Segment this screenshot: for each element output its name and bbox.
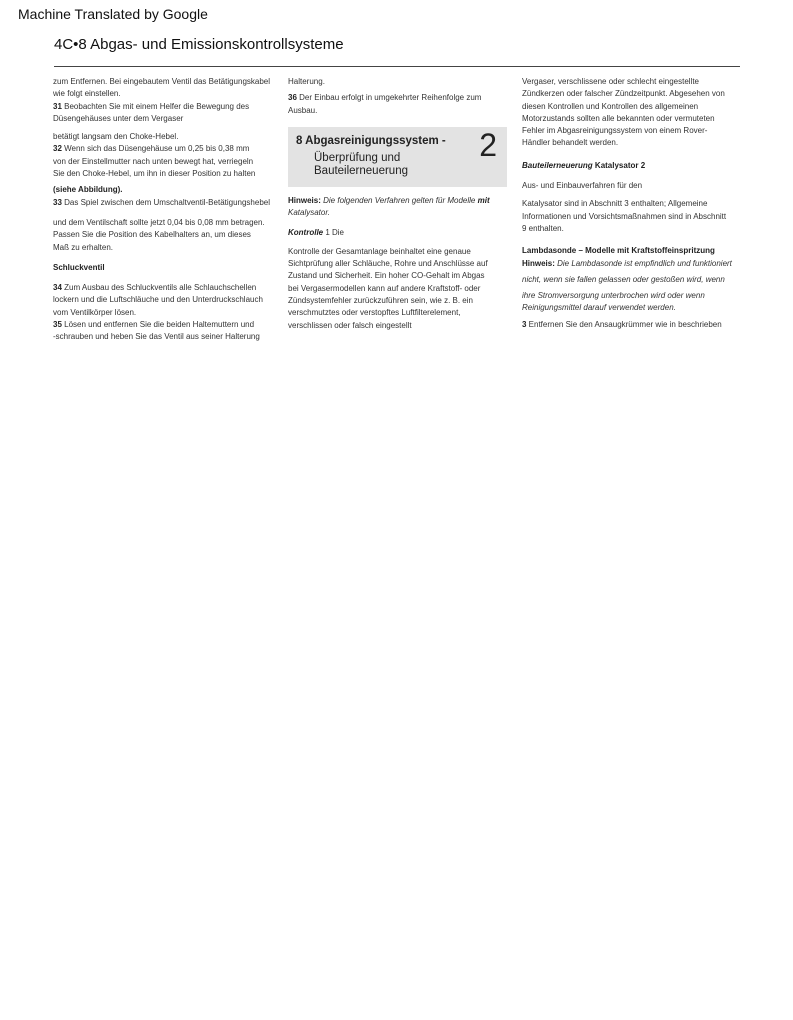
text-line: Entfernen Sie den Ansaugkrümmer wie in beschrieben [526, 319, 722, 329]
page-title: 4C•8 Abgas- und Emissionskontrollsysteme [54, 36, 344, 53]
text-line: und dem Ventilschaft sollte jetzt 0,04 bis 0,08 mm betragen. [53, 217, 265, 227]
text-line: wie folgt einstellen. [53, 89, 121, 99]
text-line: Maß zu erhalten. [53, 242, 114, 252]
step-number: 36 [288, 93, 297, 103]
text-line: 9 enthalten. [522, 223, 564, 233]
text-line: verschmutztes oder verstopftes Luftfilterelement, [288, 308, 461, 318]
kontrolle-heading [288, 227, 510, 239]
step-number: 35 [53, 320, 62, 330]
machine-translation-banner: Machine Translated by Google [18, 6, 208, 22]
paragraph-32 [53, 143, 285, 155]
paragraph-36 [288, 92, 510, 104]
text-line: Halterung. [288, 77, 325, 86]
note-line [288, 195, 510, 207]
emphasis: mit [477, 195, 490, 205]
note-label: Hinweis: [288, 195, 321, 205]
text-line: Sichtprüfung aller Schläuche, Rohre und Anschlüsse auf [288, 259, 488, 269]
paragraph-34 [53, 282, 285, 294]
step-number: 32 [53, 144, 62, 154]
text-line: Der Einbau erfolgt in umgekehrter Reihenfolge zum [296, 93, 482, 103]
text-line: Kontrolle der Gesamtanlage beinhaltet eine genaue [288, 246, 471, 256]
text-line: Ausbau. [288, 105, 318, 115]
text-line: Düsengehäuses unter dem Vergaser [53, 113, 184, 123]
text-line: Katalysator. [288, 208, 330, 218]
step-number: 33 [53, 197, 62, 207]
subheading-label: Kontrolle [288, 228, 324, 238]
text-line: Lösen und entfernen Sie die beiden Haltemuttern und [61, 320, 255, 330]
text-line: Informationen und Vorsichtsmaßnahmen sind in Abschnitt [522, 211, 727, 221]
text-column-1 [53, 76, 285, 344]
bauteil-heading [522, 160, 744, 172]
text-line: Das Spiel zwischen dem Umschaltventil-Betätigungshebel [61, 197, 271, 207]
text-line: verschlissen oder falsch eingestellt [288, 320, 412, 330]
text-line: Aus- und Einbauverfahren für den [522, 181, 643, 191]
text-line: Passen Sie die Position des Kabelhalters an, um dieses [53, 230, 251, 240]
note-label: Hinweis: [522, 258, 555, 268]
step-number: 34 [53, 283, 62, 293]
subheading-rest: Katalysator 2 [592, 160, 646, 170]
text-line: Zustand und Sicherheit. Ein hoher CO-Gehalt im Abgas [288, 271, 485, 281]
figure-reference: (siehe Abbildung). [53, 185, 123, 195]
text-line: lockern und die Luftschläuche und den Unterdruckschlauch [53, 295, 263, 305]
text-line: -schrauben und heben Sie das Ventil aus seiner Halterung [53, 332, 260, 342]
text-column-2 [288, 76, 510, 332]
text-line: zum Entfernen. Bei eingebautem Ventil das Betätigungskabel [53, 77, 271, 86]
text-line: Händler behandelt werden. [522, 138, 619, 148]
subheading-label: Bauteilerneuerung [522, 160, 593, 170]
chapter-number: 2 [479, 126, 497, 163]
paragraph-31 [53, 101, 285, 113]
step-number: 31 [53, 101, 62, 111]
text-line: Wenn sich das Düsengehäuse um 0,25 bis 0,38 mm [61, 144, 250, 154]
paragraph-3 [522, 319, 744, 331]
section-subtitle-line: Überprüfung und [314, 151, 401, 164]
text-column-3 [522, 76, 744, 331]
section-title: 8 Abgasreinigungssystem - [296, 134, 446, 147]
text-line: Motorzustands sollten alle bekannten oder vermuteten [522, 113, 715, 123]
text-line: betätigt langsam den Choke-Hebel. [53, 132, 179, 142]
text-line: bei Vergasermodellen kann auf andere Kraftstoff- oder [288, 283, 481, 293]
text-line: Beobachten Sie mit einem Helfer die Bewegung des [61, 101, 250, 111]
text-line: von der Einstellmutter nach unten bewegt hat, verriegeln [53, 156, 254, 166]
text-line: Sie den Choke-Hebel, um ihn in dieser Position zu halten [53, 169, 256, 179]
paragraph-33 [53, 197, 285, 209]
note-line [522, 258, 744, 270]
section-heading-box [288, 127, 507, 187]
title-divider [54, 66, 740, 67]
text-line: Fehler im Abgasreinigungssystem von einem Rover- [522, 126, 708, 136]
section-subtitle-line: Bauteilerneuerung [314, 165, 408, 178]
text-line: Die folgenden Verfahren gelten für Modelle [320, 195, 478, 205]
section-subtitle [314, 152, 408, 179]
text-line: Zündkerzen oder falscher Zündzeitpunkt. Abgesehen von [522, 89, 725, 99]
text-line: diesen Kontrollen und Kontrollen des allgemeinen [522, 101, 699, 111]
text-line: ihre Stromversorgung unterbrochen wird oder wenn [522, 291, 705, 301]
text-line: Vergaser, verschlissene oder schlecht eingestellte [522, 77, 699, 86]
heading-lambdasonde: Lambdasonde – Modelle mit Kraftstoffeinspritzung [522, 246, 715, 256]
step-number: 3 [522, 319, 527, 329]
text-line: 1 Die [323, 228, 345, 238]
text-line: vom Ventilkörper lösen. [53, 307, 137, 317]
heading-schluckventil: Schluckventil [53, 262, 105, 272]
text-line: nicht, wenn sie fallen gelassen oder gestoßen wird, wenn [522, 274, 725, 284]
paragraph-35 [53, 319, 285, 331]
text-line: Die Lambdasonde ist empfindlich und funktioniert [554, 258, 732, 268]
text-line: Zum Ausbau des Schluckventils alle Schlauchschellen [61, 283, 257, 293]
text-line: Zündsystemfehler zurückzuführen sein, wie z. B. ein [288, 295, 473, 305]
text-line: Reinigungsmittel darauf verwendet werden. [522, 303, 676, 313]
text-line: Katalysator sind in Abschnitt 3 enthalten; Allgemeine [522, 199, 708, 209]
